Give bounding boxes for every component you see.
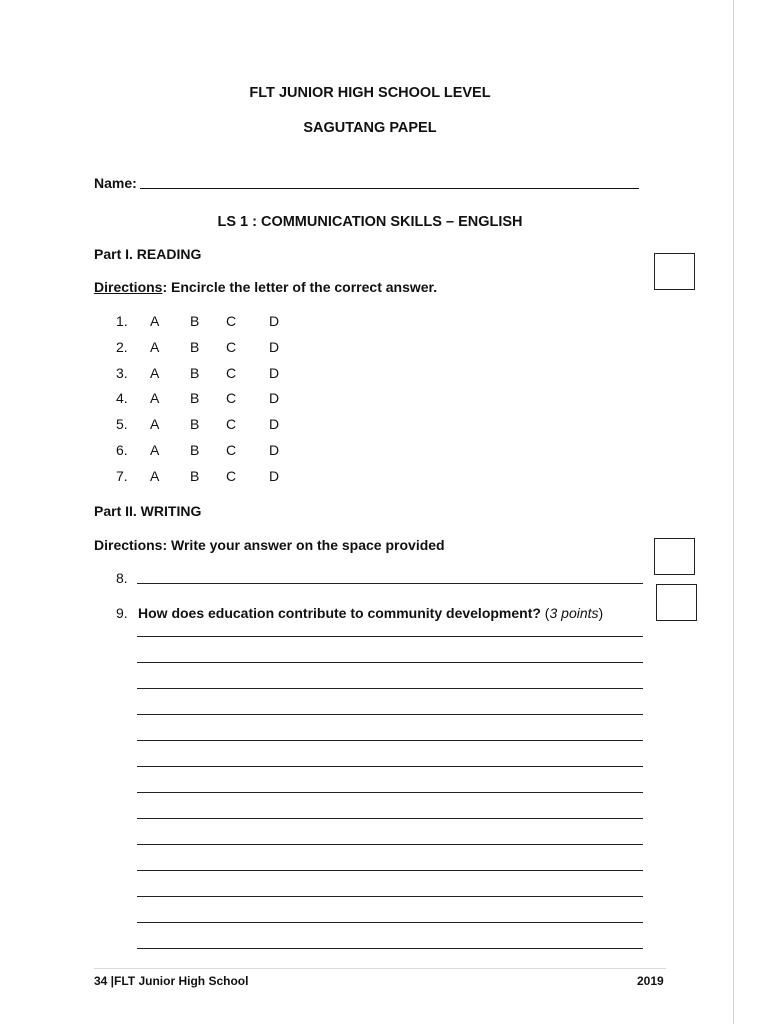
answer-line[interactable] [137,844,643,845]
item9-points-close: ) [598,605,604,621]
name-label: Name: [94,175,137,191]
item-number: 5. [116,416,128,433]
directions-label: Directions [94,279,163,295]
answer-line[interactable] [137,870,643,871]
choice-c[interactable]: C [226,442,237,458]
item9-question-text: How does education contribute to community development? [138,605,541,621]
answer-line[interactable] [137,922,643,923]
answer-line[interactable] [137,740,643,741]
choice-b[interactable]: B [190,390,200,407]
choice-a[interactable]: A [150,467,160,484]
choice-b[interactable]: B [190,338,200,355]
choice-d[interactable]: D [269,364,280,381]
choice-c[interactable]: C [226,467,237,484]
item-number: 7. [116,467,128,484]
item9-score-box[interactable] [656,584,697,621]
choice-b[interactable]: B [190,467,200,484]
item8-answer-line[interactable] [137,583,643,584]
choice-d[interactable]: D [269,467,280,484]
choice-d[interactable]: D [269,442,280,458]
choice-b[interactable]: B [190,442,200,458]
document-title: FLT JUNIOR HIGH SCHOOL LEVEL [249,85,491,101]
item8-score-box[interactable] [654,538,695,575]
part1-directions [94,279,437,295]
part2-heading: Part II. WRITING [94,503,202,519]
item-number: 1. [116,313,128,329]
choice-d[interactable]: D [269,416,280,433]
part2-directions: Directions: Write your answer on the space provided [94,537,445,553]
answer-line[interactable] [137,766,643,767]
answer-line[interactable] [137,792,643,793]
choice-c[interactable]: C [226,364,237,381]
footer-divider [94,968,666,969]
choice-a[interactable]: A [150,338,160,355]
answer-line[interactable] [137,636,643,637]
directions-text: : Encircle the letter of the correct answer. [162,279,438,295]
choice-b[interactable]: B [190,416,200,433]
choice-d[interactable]: D [269,313,280,329]
document-subtitle: SAGUTANG PAPEL [303,120,437,136]
choice-c[interactable]: C [226,416,237,433]
choice-b[interactable]: B [190,364,200,381]
answer-line[interactable] [137,662,643,663]
item-number: 6. [116,442,128,458]
answer-line[interactable] [137,714,643,715]
choice-d[interactable]: D [269,390,280,407]
choice-c[interactable]: C [226,313,237,329]
item-number: 4. [116,390,128,407]
answer-line[interactable] [137,688,643,689]
item9-points-open: ( [540,605,550,621]
choice-c[interactable]: C [226,338,237,355]
answer-line[interactable] [137,818,643,819]
answer-line[interactable] [137,948,643,949]
item9-points: 3 points [549,605,599,621]
choice-a[interactable]: A [150,390,160,407]
name-field[interactable] [140,188,639,189]
choice-a[interactable]: A [150,313,160,329]
item9-question [138,605,603,621]
item8-number: 8. [116,570,128,586]
choice-a[interactable]: A [150,364,160,381]
choice-c[interactable]: C [226,390,237,407]
footer-left: 34 |FLT Junior High School [94,974,249,988]
choice-a[interactable]: A [150,416,160,433]
part1-heading: Part I. READING [94,246,202,262]
subject-heading: LS 1 : COMMUNICATION SKILLS – ENGLISH [217,214,523,230]
item-number: 2. [116,338,128,355]
choice-d[interactable]: D [269,338,280,355]
page-edge-divider [733,0,734,1024]
choice-b[interactable]: B [190,313,200,329]
footer-year: 2019 [637,974,664,988]
item-number: 3. [116,364,128,381]
part1-score-box[interactable] [654,253,695,290]
answer-line[interactable] [137,896,643,897]
choice-a[interactable]: A [150,442,160,458]
item9-number: 9. [116,605,128,621]
